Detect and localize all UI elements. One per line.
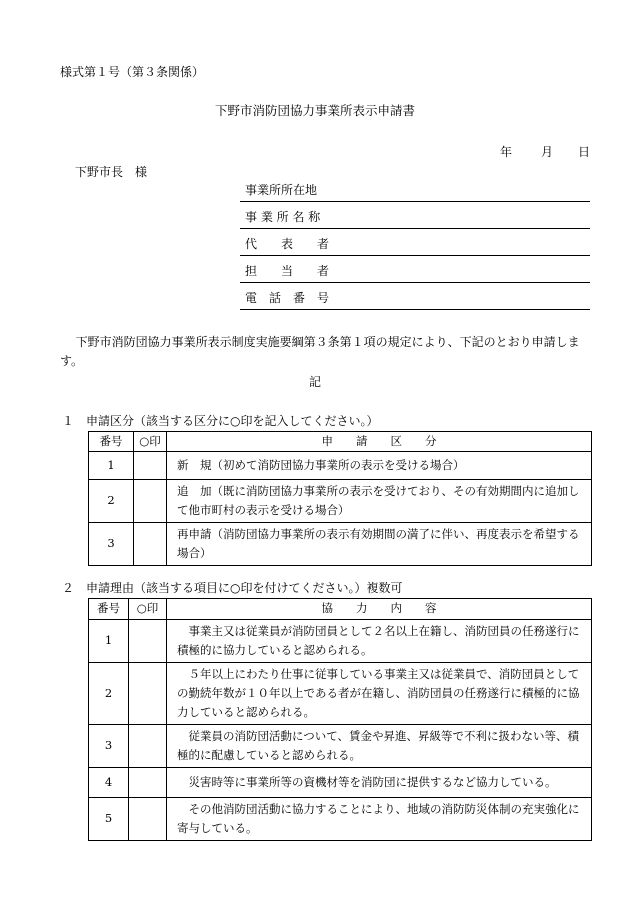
row-content: 従業員の消防団活動について、賃金や昇進、昇級等で不利に扱わない等、積極的に配慮していると認められる。: [167, 725, 592, 768]
mark-cell[interactable]: [129, 725, 167, 768]
table-row: [89, 480, 592, 523]
row-number: 2: [89, 480, 134, 523]
field-label: 事業所所在地: [245, 183, 318, 197]
mark-cell[interactable]: [134, 480, 167, 523]
table-row: [89, 725, 592, 768]
header-mark: ○印: [129, 599, 167, 620]
form-number: 様式第１号（第３条関係）: [60, 65, 205, 79]
mark-cell[interactable]: [129, 663, 167, 725]
table-row: [89, 768, 592, 798]
date-year-label: 年: [500, 145, 513, 159]
field-label: 電 話 番 号: [245, 291, 330, 305]
date-month-label: 月: [541, 145, 554, 159]
field-label: 事 業 所 名 称: [245, 210, 321, 224]
date-day-label: 日: [578, 145, 591, 159]
application-reason-table: [88, 598, 592, 841]
row-content: ５年以上にわたり仕事に従事している事業主又は従業員で、消防団員としての勤続年数が１０年以上である者が在籍し、消防団員の任務遂行に積極的に協力していると認められる。: [167, 663, 592, 725]
row-content: 再申請（消防団協力事業所の表示有効期間の満了に伴い、再度表示を希望する場合）: [167, 523, 592, 566]
field-office-name[interactable]: [240, 205, 590, 229]
row-number: 5: [89, 798, 129, 841]
section2-heading: ２ 申請理由（該当する項目に○印を付けてください。）複数可: [62, 581, 403, 595]
table-row: [89, 452, 592, 480]
header-content: 協 力 内 容: [167, 599, 592, 620]
row-number: 3: [89, 523, 134, 566]
section1-heading: １ 申請区分（該当する区分に○印を記入してください。）: [62, 414, 379, 428]
field-person-in-charge[interactable]: [240, 259, 590, 283]
field-office-address[interactable]: [240, 178, 590, 202]
field-representative[interactable]: [240, 232, 590, 256]
table-row: [89, 663, 592, 725]
row-number: 3: [89, 725, 129, 768]
mark-cell[interactable]: [134, 452, 167, 480]
header-number: 番号: [89, 432, 134, 452]
row-content: 追 加（既に消防団協力事業所の表示を受けており、その有効期間内に追加して他市町村の表示を受ける場合）: [167, 480, 592, 523]
row-content: 事業主又は従業員が消防団員として２名以上在籍し、消防団員の任務遂行に積極的に協力していると認められる。: [167, 620, 592, 663]
mark-cell[interactable]: [129, 620, 167, 663]
table-row: [89, 798, 592, 841]
mark-cell[interactable]: [134, 523, 167, 566]
row-number: 1: [89, 452, 134, 480]
field-phone-number[interactable]: [240, 286, 590, 310]
row-number: 4: [89, 768, 129, 798]
row-content: 災害時等に事業所等の資機材等を消防団に提供するなど協力している。: [167, 768, 592, 798]
row-number: 1: [89, 620, 129, 663]
application-category-table: [88, 431, 592, 566]
ki-heading: 記: [308, 375, 321, 389]
row-number: 2: [89, 663, 129, 725]
header-mark: ○印: [134, 432, 167, 452]
header-content: 申 請 区 分: [167, 432, 592, 452]
field-label: 担 当 者: [245, 264, 330, 278]
mark-cell[interactable]: [129, 768, 167, 798]
table-row: [89, 523, 592, 566]
row-content: 新 規（初めて消防団協力事業所の表示を受ける場合）: [167, 452, 592, 480]
document-title: 下野市消防団協力事業所表示申請書: [214, 103, 415, 118]
field-label: 代 表 者: [245, 237, 330, 251]
body-text: 下野市消防団協力事業所表示制度実施要綱第３条第１項の規定により、下記のとおり申請します。: [60, 335, 580, 368]
table-row: [89, 620, 592, 663]
row-content: その他消防団活動に協力することにより、地域の消防防災体制の充実強化に寄与している。: [167, 798, 592, 841]
addressee: 下野市長 様: [75, 165, 148, 179]
header-number: 番号: [89, 599, 129, 620]
mark-cell[interactable]: [129, 798, 167, 841]
